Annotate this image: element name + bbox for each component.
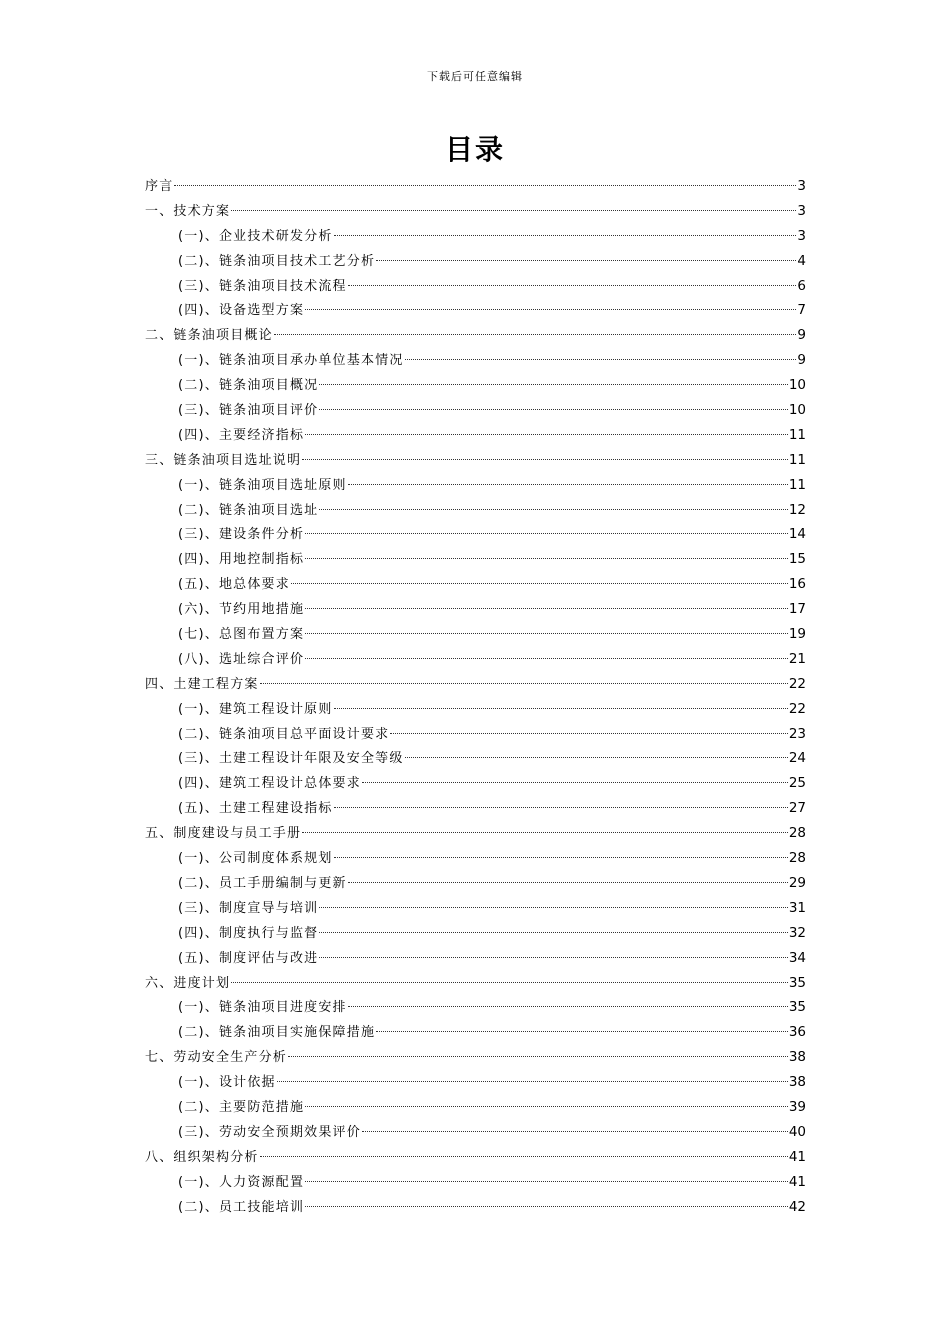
toc-subentry[interactable] [145, 298, 806, 323]
dot-leader [362, 1131, 788, 1132]
dot-leader [305, 1181, 788, 1182]
toc-page-number: 11 [788, 476, 806, 493]
dot-leader [319, 932, 787, 933]
toc-entry-title: (四)、制度执行与监督 [178, 925, 319, 941]
toc-entry-title: (一)、链条油项目承办单位基本情况 [178, 353, 404, 369]
toc-entry-title: (四)、用地控制指标 [178, 552, 305, 568]
toc-entry-title: (三)、建设条件分析 [178, 527, 305, 543]
toc-entry-title: (七)、总图布置方案 [178, 627, 305, 643]
toc-entry[interactable] [145, 1145, 806, 1170]
toc-page-number: 28 [788, 825, 806, 842]
dot-leader [231, 210, 796, 211]
toc-entry-title: (二)、链条油项目实施保障措施 [178, 1025, 376, 1041]
toc-page-number: 12 [788, 501, 806, 518]
toc-subentry[interactable] [145, 896, 806, 921]
dot-leader [302, 459, 788, 460]
dot-leader [334, 857, 788, 858]
toc-page-number: 11 [788, 426, 806, 443]
toc-page-number: 34 [788, 949, 806, 966]
toc-subentry[interactable] [145, 423, 806, 448]
toc-subentry[interactable] [145, 796, 806, 821]
toc-page-number: 38 [788, 1049, 806, 1066]
toc-subentry[interactable] [145, 224, 806, 249]
toc-entry-title: (一)、设计依据 [178, 1075, 276, 1091]
toc-entry[interactable] [145, 821, 806, 846]
dot-leader [174, 185, 796, 186]
toc-subentry[interactable] [145, 846, 806, 871]
toc-page-number: 9 [797, 352, 806, 369]
toc-entry-title: (四)、建筑工程设计总体要求 [178, 776, 361, 792]
toc-page-number: 35 [788, 999, 806, 1016]
toc-subentry[interactable] [145, 697, 806, 722]
toc-entry-title: (二)、员工手册编制与更新 [178, 875, 347, 891]
toc-subentry[interactable] [145, 921, 806, 946]
toc-subentry[interactable] [145, 597, 806, 622]
toc-entry-title: (一)、企业技术研发分析 [178, 228, 333, 244]
toc-entry-title: (一)、链条油项目选址原则 [178, 477, 347, 493]
toc-page-number: 9 [797, 327, 806, 344]
toc-page-number: 40 [788, 1123, 806, 1140]
toc-subentry[interactable] [145, 946, 806, 971]
dot-leader [376, 1031, 788, 1032]
dot-leader [305, 608, 788, 609]
toc-subentry[interactable] [145, 995, 806, 1020]
toc-entry[interactable] [145, 1045, 806, 1070]
toc-subentry[interactable] [145, 249, 806, 274]
toc-entry-title: (三)、土建工程设计年限及安全等级 [178, 751, 404, 767]
toc-page-number: 22 [788, 700, 806, 717]
toc-subentry[interactable] [145, 547, 806, 572]
toc-page-number: 4 [797, 252, 806, 269]
dot-leader [405, 757, 788, 758]
dot-leader [305, 658, 788, 659]
dot-leader [348, 1006, 788, 1007]
dot-leader [334, 807, 788, 808]
toc-entry-title: (三)、制度宣导与培训 [178, 900, 319, 916]
toc-entry-title: (一)、公司制度体系规划 [178, 851, 333, 867]
toc-entry-title: 四、土建工程方案 [145, 676, 259, 692]
toc-subentry[interactable] [145, 473, 806, 498]
toc-entry-title: (五)、土建工程建设指标 [178, 801, 333, 817]
toc-entry-title: (二)、链条油项目总平面设计要求 [178, 726, 390, 742]
dot-leader [348, 484, 788, 485]
dot-leader [260, 683, 788, 684]
toc-subentry[interactable] [145, 1120, 806, 1145]
toc-page-number: 21 [788, 650, 806, 667]
toc-page-number: 14 [788, 526, 806, 543]
toc-page-number: 24 [788, 750, 806, 767]
toc-page-number: 10 [788, 377, 806, 394]
toc-entry-title: (三)、链条油项目技术流程 [178, 278, 347, 294]
toc-page-number: 11 [788, 451, 806, 468]
toc-subentry[interactable] [145, 522, 806, 547]
toc-page-number: 22 [788, 675, 806, 692]
toc-entry-title: 三、链条油项目选址说明 [145, 452, 302, 468]
toc-entry-title: (二)、链条油项目选址 [178, 502, 319, 518]
toc-page-number: 10 [788, 402, 806, 419]
toc-entry-title: (八)、选址综合评价 [178, 651, 305, 667]
toc-page-number: 23 [788, 725, 806, 742]
toc-page-number: 3 [797, 227, 806, 244]
toc-subentry[interactable] [145, 871, 806, 896]
toc-page-number: 41 [788, 1173, 806, 1190]
toc-entry-title: 序言 [145, 179, 174, 194]
dot-leader [319, 384, 787, 385]
toc-page-number: 41 [788, 1148, 806, 1165]
dot-leader [405, 359, 797, 360]
toc-subentry[interactable] [145, 1170, 806, 1195]
toc-subentry[interactable] [145, 1020, 806, 1045]
toc-page-number: 25 [788, 775, 806, 792]
toc-entry-title: (四)、主要经济指标 [178, 427, 305, 443]
dot-leader [334, 235, 797, 236]
dot-leader [291, 583, 788, 584]
toc-entry-title: (一)、建筑工程设计原则 [178, 701, 333, 717]
toc-subentry[interactable] [145, 398, 806, 423]
toc-entry-title: (一)、链条油项目进度安排 [178, 1000, 347, 1016]
dot-leader [231, 982, 788, 983]
page-title: 目录 [444, 133, 505, 166]
toc-page-number: 42 [788, 1198, 806, 1215]
toc-entry[interactable] [145, 672, 806, 697]
toc-entry[interactable] [145, 971, 806, 996]
dot-leader [334, 708, 788, 709]
dot-leader [319, 409, 787, 410]
toc-entry-title: (五)、地总体要求 [178, 577, 290, 593]
toc-page-number: 31 [788, 899, 806, 916]
table-of-contents [145, 174, 806, 1219]
toc-subentry[interactable] [145, 622, 806, 647]
toc-subentry[interactable] [145, 274, 806, 299]
toc-page-number: 38 [788, 1074, 806, 1091]
toc-entry-title: (一)、人力资源配置 [178, 1174, 305, 1190]
toc-entry-title: (四)、设备选型方案 [178, 303, 305, 319]
dot-leader [390, 733, 787, 734]
toc-page-number: 35 [788, 974, 806, 991]
dot-leader [305, 434, 788, 435]
toc-subentry[interactable] [145, 1195, 806, 1220]
toc-entry[interactable] [145, 448, 806, 473]
toc-entry[interactable] [145, 323, 806, 348]
toc-subentry[interactable] [145, 647, 806, 672]
toc-entry[interactable] [145, 199, 806, 224]
toc-page-number: 19 [788, 626, 806, 643]
toc-entry-title: (三)、劳动安全预期效果评价 [178, 1124, 361, 1140]
toc-entry-title: (三)、链条油项目评价 [178, 403, 319, 419]
toc-page-number: 36 [788, 1024, 806, 1041]
dot-leader [305, 1106, 788, 1107]
toc-page-number: 27 [788, 800, 806, 817]
dot-leader [319, 907, 787, 908]
toc-subentry[interactable] [145, 1095, 806, 1120]
dot-leader [319, 509, 787, 510]
toc-page-number: 39 [788, 1098, 806, 1115]
toc-subentry[interactable] [145, 722, 806, 747]
toc-entry-title: 七、劳动安全生产分析 [145, 1050, 288, 1066]
toc-page-number: 3 [797, 178, 806, 194]
header-note: 下载后可任意编辑 [427, 70, 523, 83]
toc-subentry[interactable] [145, 1070, 806, 1095]
toc-page-number: 7 [797, 302, 806, 319]
dot-leader [305, 533, 788, 534]
toc-page-number: 17 [788, 601, 806, 618]
toc-subentry[interactable] [145, 498, 806, 523]
toc-page-number: 32 [788, 924, 806, 941]
dot-leader [305, 558, 788, 559]
dot-leader [288, 1056, 788, 1057]
toc-entry-title: (二)、员工技能培训 [178, 1199, 305, 1215]
toc-entry-title: 二、链条油项目概论 [145, 328, 273, 344]
dot-leader [302, 832, 788, 833]
dot-leader [319, 957, 787, 958]
toc-page-number: 28 [788, 850, 806, 867]
toc-entry-title: (二)、链条油项目概况 [178, 378, 319, 394]
dot-leader [348, 882, 788, 883]
dot-leader [305, 309, 796, 310]
dot-leader [305, 633, 788, 634]
toc-subentry[interactable] [145, 572, 806, 597]
toc-page-number: 29 [788, 874, 806, 891]
toc-subentry[interactable] [145, 373, 806, 398]
dot-leader [348, 285, 797, 286]
toc-entry-title: (二)、主要防范措施 [178, 1099, 305, 1115]
toc-page-number: 16 [788, 576, 806, 593]
toc-entry-title: (二)、链条油项目技术工艺分析 [178, 253, 376, 269]
dot-leader [362, 782, 788, 783]
dot-leader [305, 1206, 788, 1207]
toc-entry-title: (五)、制度评估与改进 [178, 950, 319, 966]
dot-leader [277, 1081, 788, 1082]
toc-subentry[interactable] [145, 746, 806, 771]
toc-page-number: 6 [797, 277, 806, 294]
toc-entry-title: 六、进度计划 [145, 975, 231, 991]
toc-subentry[interactable] [145, 771, 806, 796]
toc-entry[interactable] [145, 174, 806, 199]
toc-entry-title: 八、组织架构分析 [145, 1149, 259, 1165]
dot-leader [274, 334, 797, 335]
toc-entry-title: 一、技术方案 [145, 203, 231, 219]
toc-subentry[interactable] [145, 348, 806, 373]
toc-page-number: 3 [797, 202, 806, 219]
toc-entry-title: 五、制度建设与员工手册 [145, 826, 302, 842]
dot-leader [376, 260, 796, 261]
dot-leader [260, 1156, 788, 1157]
toc-page-number: 15 [788, 551, 806, 568]
toc-entry-title: (六)、节约用地措施 [178, 602, 305, 618]
